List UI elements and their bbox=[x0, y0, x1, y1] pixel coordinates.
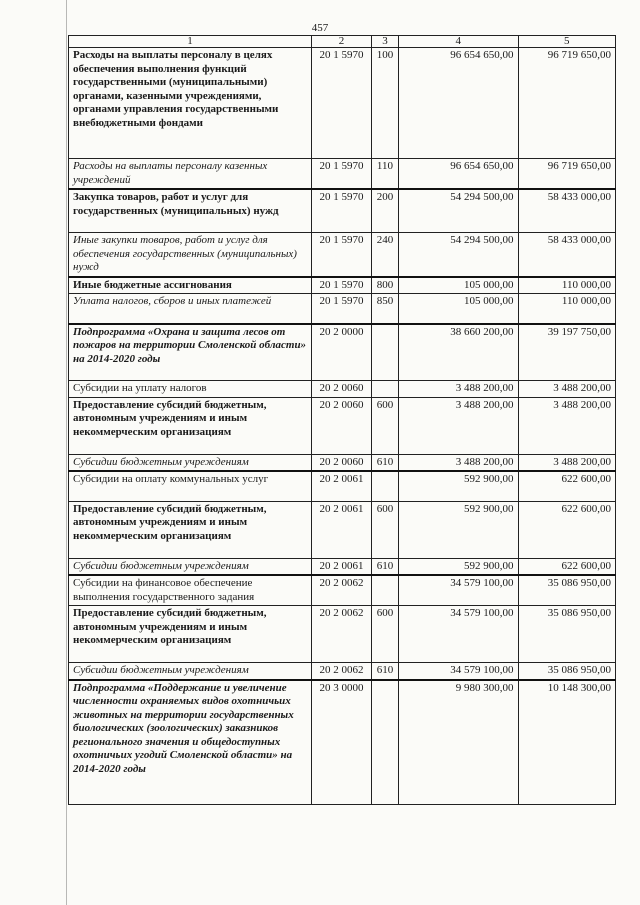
row-name-cell: Расходы на выплаты персоналу в целях обеспечения выполнения функций государственными (муниципальными) органами, казенными учреждениями, органами управления государственными внебюджетными фондами bbox=[69, 48, 312, 159]
row-amount-year2-cell: 10 148 300,00 bbox=[518, 680, 615, 805]
row-target-article-cell: 20 1 5970 bbox=[312, 277, 372, 294]
row-amount-year1-cell: 105 000,00 bbox=[399, 277, 518, 294]
row-amount-year1-cell: 3 488 200,00 bbox=[399, 454, 518, 471]
row-amount-year2-cell: 622 600,00 bbox=[518, 501, 615, 558]
table-row bbox=[69, 663, 616, 680]
row-name-cell: Субсидии на оплату коммунальных услуг bbox=[69, 471, 312, 501]
header-col-1: 1 bbox=[69, 36, 312, 48]
table-row bbox=[69, 277, 616, 294]
row-amount-year2-cell: 3 488 200,00 bbox=[518, 381, 615, 398]
table-row bbox=[69, 189, 616, 233]
row-target-article-cell: 20 2 0061 bbox=[312, 558, 372, 575]
row-amount-year1-cell: 34 579 100,00 bbox=[399, 575, 518, 606]
row-name-cell: Иные закупки товаров, работ и услуг для обеспечения государственных (муниципальных) нужд bbox=[69, 233, 312, 277]
row-target-article-cell: 20 1 5970 bbox=[312, 189, 372, 233]
row-amount-year1-cell: 34 579 100,00 bbox=[399, 663, 518, 680]
row-amount-year2-cell: 35 086 950,00 bbox=[518, 575, 615, 606]
row-amount-year1-cell: 592 900,00 bbox=[399, 558, 518, 575]
table-row bbox=[69, 575, 616, 606]
row-expense-type-cell: 100 bbox=[371, 48, 398, 159]
row-name-cell: Субсидии бюджетным учреждениям bbox=[69, 454, 312, 471]
table-body bbox=[69, 48, 616, 805]
row-name-cell: Иные бюджетные ассигнования bbox=[69, 277, 312, 294]
table-row bbox=[69, 294, 616, 324]
row-amount-year1-cell: 592 900,00 bbox=[399, 471, 518, 501]
row-target-article-cell: 20 2 0062 bbox=[312, 575, 372, 606]
header-col-3: 3 bbox=[371, 36, 398, 48]
budget-table bbox=[68, 35, 616, 805]
table-row bbox=[69, 680, 616, 805]
row-name-cell: Закупка товаров, работ и услуг для государственных (муниципальных) нужд bbox=[69, 189, 312, 233]
table-row bbox=[69, 159, 616, 190]
row-amount-year2-cell: 622 600,00 bbox=[518, 471, 615, 501]
row-target-article-cell: 20 1 5970 bbox=[312, 233, 372, 277]
row-name-cell: Уплата налогов, сборов и иных платежей bbox=[69, 294, 312, 324]
table-row bbox=[69, 48, 616, 159]
row-amount-year2-cell: 622 600,00 bbox=[518, 558, 615, 575]
row-target-article-cell: 20 3 0000 bbox=[312, 680, 372, 805]
table-row bbox=[69, 381, 616, 398]
row-expense-type-cell: 110 bbox=[371, 159, 398, 190]
row-name-cell: Подпрограмма «Поддержание и увеличение численности охраняемых видов охотничьих животных на территории государственных биологических (зоологических) заказников регионального значения и общедоступных охотничьих угодий Смоленской области» на 2014-2020 годы bbox=[69, 680, 312, 805]
row-name-cell: Субсидии на уплату налогов bbox=[69, 381, 312, 398]
row-expense-type-cell bbox=[371, 680, 398, 805]
row-amount-year1-cell: 3 488 200,00 bbox=[399, 381, 518, 398]
table-row bbox=[69, 233, 616, 277]
row-amount-year1-cell: 96 654 650,00 bbox=[399, 48, 518, 159]
page-number: 457 bbox=[311, 22, 329, 34]
row-amount-year2-cell: 35 086 950,00 bbox=[518, 663, 615, 680]
row-target-article-cell: 20 1 5970 bbox=[312, 159, 372, 190]
row-expense-type-cell: 200 bbox=[371, 189, 398, 233]
row-expense-type-cell: 600 bbox=[371, 606, 398, 663]
row-amount-year1-cell: 96 654 650,00 bbox=[399, 159, 518, 190]
table-row bbox=[69, 606, 616, 663]
row-name-cell: Расходы на выплаты персоналу казенных учреждений bbox=[69, 159, 312, 190]
row-expense-type-cell bbox=[371, 575, 398, 606]
table-row bbox=[69, 471, 616, 501]
row-amount-year2-cell: 110 000,00 bbox=[518, 294, 615, 324]
row-expense-type-cell: 600 bbox=[371, 397, 398, 454]
row-expense-type-cell bbox=[371, 471, 398, 501]
row-amount-year1-cell: 38 660 200,00 bbox=[399, 324, 518, 381]
row-target-article-cell: 20 2 0060 bbox=[312, 397, 372, 454]
row-expense-type-cell bbox=[371, 324, 398, 381]
row-amount-year1-cell: 105 000,00 bbox=[399, 294, 518, 324]
row-amount-year2-cell: 58 433 000,00 bbox=[518, 233, 615, 277]
row-amount-year1-cell: 54 294 500,00 bbox=[399, 233, 518, 277]
table-row bbox=[69, 324, 616, 381]
row-target-article-cell: 20 2 0062 bbox=[312, 663, 372, 680]
row-name-cell: Субсидии на финансовое обеспечение выполнения государственного задания bbox=[69, 575, 312, 606]
row-expense-type-cell bbox=[371, 381, 398, 398]
row-expense-type-cell: 610 bbox=[371, 454, 398, 471]
row-amount-year2-cell: 96 719 650,00 bbox=[518, 48, 615, 159]
row-amount-year1-cell: 3 488 200,00 bbox=[399, 397, 518, 454]
row-amount-year2-cell: 3 488 200,00 bbox=[518, 397, 615, 454]
table-row bbox=[69, 454, 616, 471]
row-target-article-cell: 20 2 0060 bbox=[312, 454, 372, 471]
row-name-cell: Предоставление субсидий бюджетным, автономным учреждениям и иным некоммерческим организациям bbox=[69, 606, 312, 663]
row-amount-year2-cell: 96 719 650,00 bbox=[518, 159, 615, 190]
row-amount-year1-cell: 34 579 100,00 bbox=[399, 606, 518, 663]
row-expense-type-cell: 600 bbox=[371, 501, 398, 558]
table-row bbox=[69, 397, 616, 454]
header-col-5: 5 bbox=[518, 36, 615, 48]
row-amount-year2-cell: 35 086 950,00 bbox=[518, 606, 615, 663]
row-amount-year2-cell: 110 000,00 bbox=[518, 277, 615, 294]
row-amount-year2-cell: 39 197 750,00 bbox=[518, 324, 615, 381]
table-header-row bbox=[69, 36, 616, 48]
row-name-cell: Предоставление субсидий бюджетным, автономным учреждениям и иным некоммерческим организациям bbox=[69, 501, 312, 558]
row-name-cell: Подпрограмма «Охрана и защита лесов от пожаров на территории Смоленской области» на 2014-2020 годы bbox=[69, 324, 312, 381]
row-amount-year2-cell: 58 433 000,00 bbox=[518, 189, 615, 233]
header-col-4: 4 bbox=[399, 36, 518, 48]
table-row bbox=[69, 558, 616, 575]
row-target-article-cell: 20 2 0000 bbox=[312, 324, 372, 381]
row-name-cell: Субсидии бюджетным учреждениям bbox=[69, 558, 312, 575]
row-target-article-cell: 20 2 0060 bbox=[312, 381, 372, 398]
scan-margin-line bbox=[66, 0, 67, 905]
row-expense-type-cell: 800 bbox=[371, 277, 398, 294]
row-target-article-cell: 20 1 5970 bbox=[312, 294, 372, 324]
header-col-2: 2 bbox=[312, 36, 372, 48]
row-expense-type-cell: 610 bbox=[371, 558, 398, 575]
table-row bbox=[69, 501, 616, 558]
row-target-article-cell: 20 1 5970 bbox=[312, 48, 372, 159]
row-amount-year1-cell: 9 980 300,00 bbox=[399, 680, 518, 805]
row-amount-year2-cell: 3 488 200,00 bbox=[518, 454, 615, 471]
row-expense-type-cell: 850 bbox=[371, 294, 398, 324]
row-expense-type-cell: 240 bbox=[371, 233, 398, 277]
row-name-cell: Предоставление субсидий бюджетным, автономным учреждениям и иным некоммерческим организациям bbox=[69, 397, 312, 454]
row-target-article-cell: 20 2 0061 bbox=[312, 471, 372, 501]
row-amount-year1-cell: 54 294 500,00 bbox=[399, 189, 518, 233]
row-amount-year1-cell: 592 900,00 bbox=[399, 501, 518, 558]
row-target-article-cell: 20 2 0062 bbox=[312, 606, 372, 663]
row-expense-type-cell: 610 bbox=[371, 663, 398, 680]
row-name-cell: Субсидии бюджетным учреждениям bbox=[69, 663, 312, 680]
row-target-article-cell: 20 2 0061 bbox=[312, 501, 372, 558]
